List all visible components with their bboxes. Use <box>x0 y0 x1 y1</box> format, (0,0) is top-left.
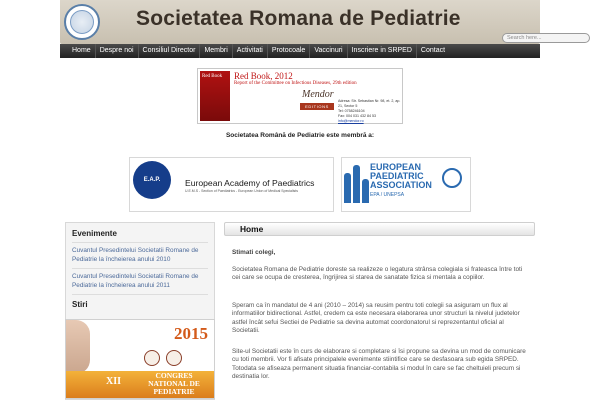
site-title: Societatea Romana de Pediatrie <box>136 7 461 30</box>
red-book-banner[interactable] <box>197 68 403 124</box>
nav-item-vaccinuri[interactable]: Vaccinuri <box>310 44 347 58</box>
content-title: Home <box>240 224 264 234</box>
epa-line1: EUROPEAN <box>370 162 422 172</box>
seal-icon <box>144 350 160 366</box>
nav-item-home[interactable]: Home <box>68 44 96 58</box>
epa-people-icon <box>344 161 369 203</box>
greeting: Stimati colegi, <box>232 249 276 256</box>
sidebar-heading-news: Stiri <box>72 300 88 309</box>
search-input[interactable]: Search here... <box>502 33 590 43</box>
mendor-address <box>338 99 402 124</box>
logo-emblem-icon <box>70 10 94 34</box>
nav-item-consiliul-director[interactable]: Consiliul Director <box>139 44 201 58</box>
epa-name <box>370 163 432 190</box>
poster-year: 2015 <box>174 324 208 343</box>
site-header <box>60 0 540 44</box>
child-photo <box>65 320 90 374</box>
event-link[interactable]: Cuvantul Presedintelui Societatii Romane de Pediatrie la încheierea anului 2011 <box>72 273 199 289</box>
red-book-title: Red Book, 2012 <box>234 71 293 81</box>
divider <box>72 294 208 295</box>
person-shape <box>353 165 360 203</box>
red-book-cover: Red Book <box>200 71 230 121</box>
address-fax: Fax: 004 031 432 84 53 <box>338 114 376 118</box>
address-line: Adresa: Str. Sebastian Nr. 98, et. 2, ap. 21, Sector 5 <box>338 99 401 108</box>
poster-congres: CONGRES NATIONAL DE PEDIATRIE <box>148 371 200 396</box>
nav-item-protocoale[interactable]: Protocoale <box>268 44 310 58</box>
eap-stars-icon: E.A.P. <box>133 161 171 199</box>
mendor-brand: Mendor <box>302 89 334 100</box>
paragraph-2: Speram ca în mandatul de 4 ani (2010 – 2014) sa reusim pentru toti colegii sa asiguram un flux al informatiilor bidirectional. Astfel, credem ca este necesara elaborarea unor structuri la nivelul judetelor astfel încât sefui Sectiei de Pediatrie sa devina automat coordonatorul si reprezentantul oficial al Societatii. <box>232 302 520 335</box>
divider <box>72 268 208 269</box>
poster-xii: XII <box>106 376 122 387</box>
epa-line2: PAEDIATRIC <box>370 171 424 181</box>
mendor-editions: EDITIONS <box>300 103 334 110</box>
red-book-subtitle: Report of the Committee on Infectious Diseases, 29th edition <box>234 81 357 86</box>
society-logo[interactable] <box>64 4 100 40</box>
content-header <box>224 222 535 236</box>
address-tel: Tel: 0758246104 <box>338 109 365 113</box>
eap-name: European Academy of Paediatrics <box>185 178 315 188</box>
epa-tag: EPA / UNEPSA <box>370 192 405 198</box>
nav-item-membri[interactable]: Membri <box>200 44 232 58</box>
nav-item-activitati[interactable]: Activitati <box>233 44 268 58</box>
divider <box>72 242 208 243</box>
poster-logos <box>144 350 182 366</box>
person-shape <box>344 173 351 203</box>
nav-item-contact[interactable]: Contact <box>420 47 446 54</box>
nav-item-despre-noi[interactable]: Despre noi <box>96 44 139 58</box>
congress-poster[interactable] <box>65 319 215 399</box>
sidebar <box>65 222 215 400</box>
main-nav <box>60 44 540 58</box>
membership-heading: Societatea Română de Pediatrie este membră a: <box>225 132 375 139</box>
seal-icon <box>166 350 182 366</box>
paragraph-3: Site-ul Societatii este în curs de elaborare si completare si îsi propune sa devina un mod de comunicare cu toti membrii. Vor fi afisate principalele evenimente stiintifice care se desfasoara sub egida SRPED. Totodata se afiseaza permanent situatia financiar-contabila si modul în care se fac cheltuieli precum si destinatia lor. <box>232 348 526 381</box>
address-email[interactable]: info@mendor.ro <box>338 119 364 123</box>
person-shape <box>362 179 369 203</box>
paragraph-1: Societatea Romana de Pediatrie doreste sa realizeze o legatura strânsa colegiala si frateasca între toti cei care se ocupa de cresterea, îngrijirea si starea de sanatate fizica si mentala a copiilor. <box>232 266 523 282</box>
event-link[interactable]: Cuvantul Presedintelui Societatii Romane de Pediatrie la încheierea anului 2010 <box>72 247 199 263</box>
eap-banner[interactable] <box>129 157 334 212</box>
epa-logo-icon <box>442 168 462 188</box>
nav-item-inscriere[interactable]: Inscriere in SRPED <box>348 44 417 58</box>
sidebar-heading-events: Evenimente <box>72 229 117 238</box>
main-content <box>224 222 535 400</box>
epa-banner[interactable] <box>341 157 471 212</box>
epa-line3: ASSOCIATION <box>370 180 432 190</box>
eap-subtitle: U.E.M.S - Section of Paediatrics - European Union of Medical Specialists <box>185 189 299 193</box>
